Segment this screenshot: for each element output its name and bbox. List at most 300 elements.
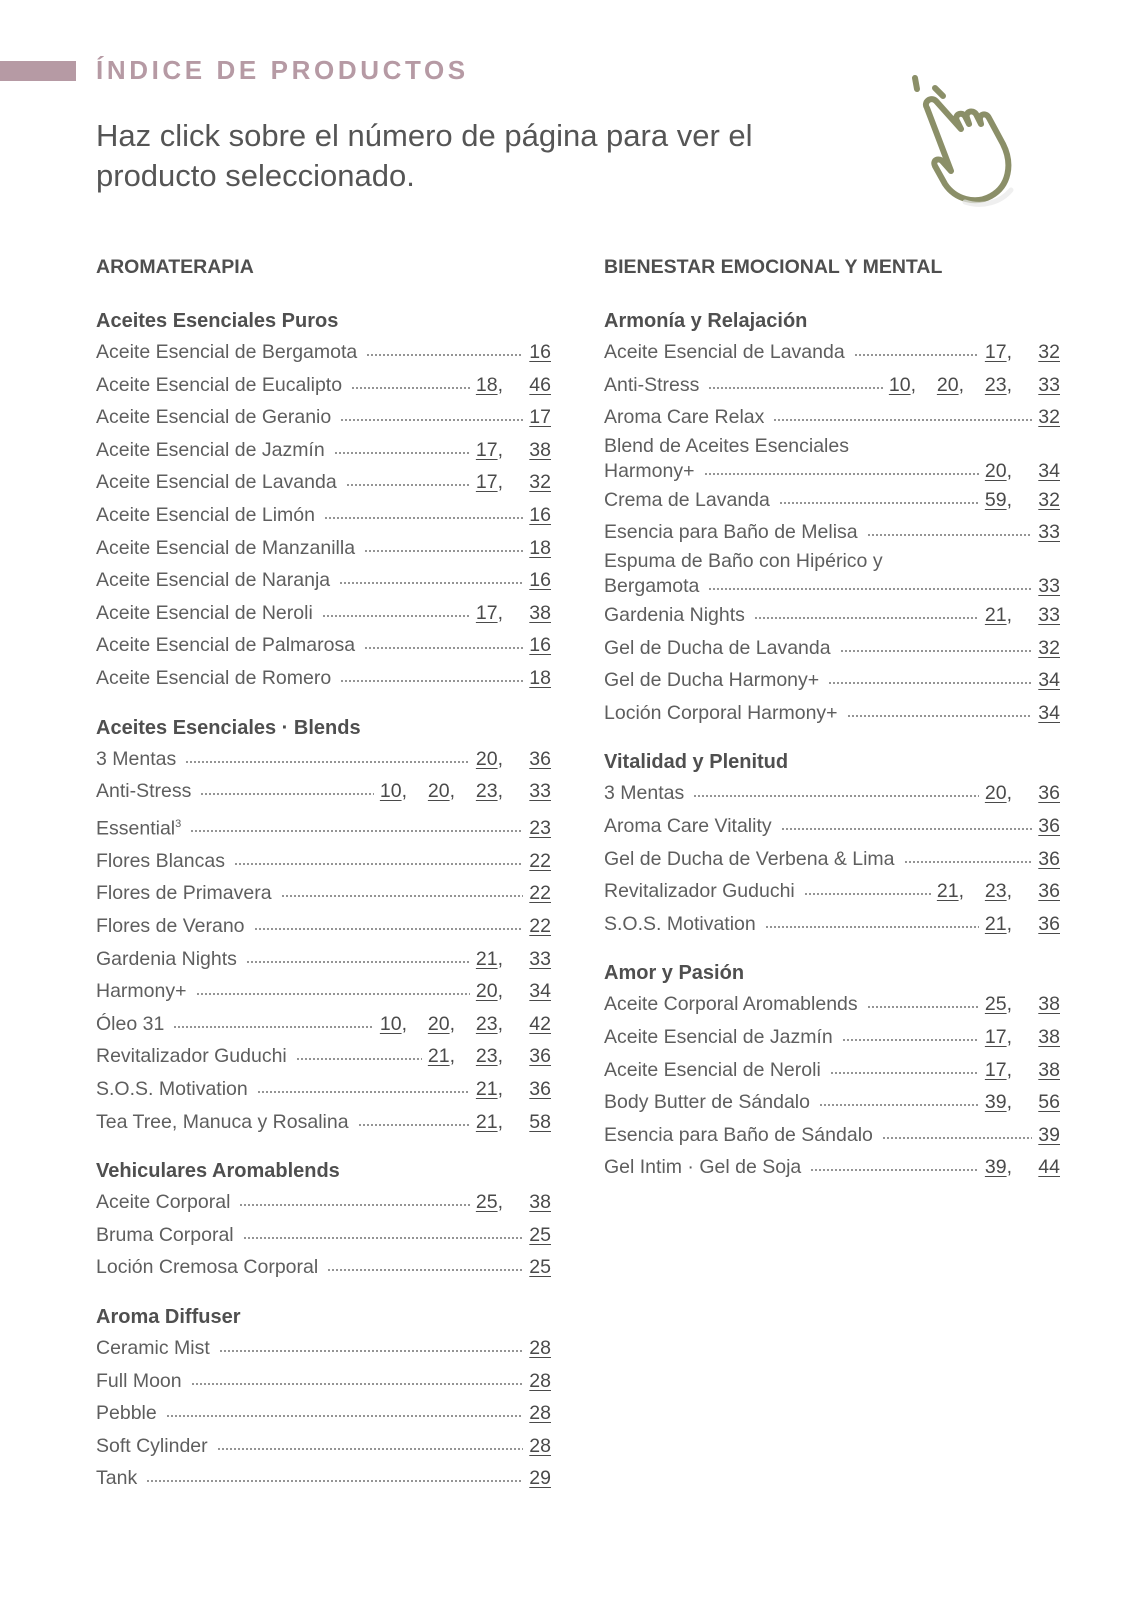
page-separator: , xyxy=(449,780,455,803)
page-links xyxy=(529,1430,551,1463)
page-number xyxy=(503,1106,551,1139)
dot-leader xyxy=(185,761,470,763)
page-number xyxy=(985,1086,1012,1119)
product-name-text: Gel de Ducha de Verbena & Lima xyxy=(604,847,895,870)
page-link[interactable]: 17 xyxy=(984,1025,1007,1048)
index-entry xyxy=(604,1054,1060,1087)
page-number xyxy=(476,743,503,776)
page-separator: , xyxy=(497,947,503,970)
page-link[interactable]: 38 xyxy=(1038,1025,1060,1048)
page-separator: , xyxy=(1006,1091,1012,1114)
page-number xyxy=(380,775,407,808)
page-number xyxy=(964,369,1012,402)
page-links xyxy=(1038,632,1060,665)
page-number xyxy=(1012,1086,1060,1119)
aromaterapia-column xyxy=(96,254,551,1513)
page-number xyxy=(529,336,551,369)
index-entry xyxy=(604,988,1060,1021)
page-separator: , xyxy=(1006,912,1012,935)
index-entry xyxy=(604,1086,1060,1119)
product-name xyxy=(96,1430,208,1463)
page-number xyxy=(1012,336,1060,369)
index-entry xyxy=(96,662,551,695)
product-name-text: Aceite Esencial de Palmarosa xyxy=(96,634,356,657)
product-name xyxy=(96,466,337,499)
hand-pointer-click-icon xyxy=(905,74,1065,209)
page-link[interactable]: 28 xyxy=(529,1434,551,1457)
page-links xyxy=(529,564,551,597)
page-link[interactable]: 36 xyxy=(529,747,551,770)
product-name: Espuma de Baño con Hipérico y xyxy=(604,549,883,572)
page-link[interactable]: 23 xyxy=(475,780,498,803)
product-name xyxy=(604,1151,801,1184)
page-link[interactable]: 17 xyxy=(984,1058,1007,1081)
index-entry xyxy=(604,1119,1060,1152)
page-link[interactable]: 21 xyxy=(475,947,498,970)
page-separator: , xyxy=(958,373,964,396)
page-link[interactable]: 32 xyxy=(1038,341,1060,363)
dot-leader xyxy=(196,993,470,995)
page-separator: , xyxy=(401,780,407,803)
index-entry xyxy=(604,664,1060,697)
page-separator: , xyxy=(1006,993,1012,1016)
product-name xyxy=(96,975,187,1008)
product-name xyxy=(96,910,245,943)
product-name-text: 3 Mentas xyxy=(96,747,177,770)
index-entry xyxy=(96,597,551,630)
page-number xyxy=(985,1054,1012,1087)
page-number xyxy=(1012,459,1060,484)
index-entry xyxy=(604,434,1060,484)
product-name xyxy=(604,810,772,843)
page-link[interactable]: 17 xyxy=(529,406,551,429)
page-separator: , xyxy=(497,601,503,624)
product-name xyxy=(604,1086,810,1119)
page-separator: , xyxy=(497,1110,503,1133)
product-name-text: Harmony+ xyxy=(96,980,187,1003)
product-name-text: Crema de Lavanda xyxy=(604,488,770,511)
page-link[interactable]: 21 xyxy=(984,603,1007,626)
page-link[interactable]: 39 xyxy=(984,1156,1007,1179)
page-link[interactable]: 21 xyxy=(475,1110,498,1133)
page-number xyxy=(1012,369,1060,402)
page-number xyxy=(529,662,551,695)
page-links xyxy=(529,499,551,532)
page-number xyxy=(407,775,455,808)
product-name xyxy=(604,599,745,632)
page-links xyxy=(985,1086,1060,1119)
page-links xyxy=(1038,697,1060,730)
product-name-text: Anti-Stress xyxy=(604,373,700,396)
product-name xyxy=(604,484,770,517)
section-title: Armonía y Relajación xyxy=(604,310,808,332)
index-entry xyxy=(96,532,551,565)
page-number xyxy=(503,369,551,402)
dot-leader xyxy=(322,615,470,617)
page-number xyxy=(529,532,551,565)
page-link[interactable]: 32 xyxy=(1038,488,1060,511)
product-name-text: Aceite Esencial de Lavanda xyxy=(96,471,337,494)
product-name xyxy=(96,1008,164,1041)
page-link[interactable]: 33 xyxy=(529,780,551,803)
page-link[interactable]: 16 xyxy=(529,569,551,592)
page-links xyxy=(529,1332,551,1365)
page-link[interactable]: 38 xyxy=(529,438,551,461)
page-link[interactable]: 39 xyxy=(984,1091,1007,1114)
superscript: 3 xyxy=(175,817,182,830)
index-entry xyxy=(96,336,551,369)
page-separator: , xyxy=(1006,459,1012,482)
index-entry xyxy=(96,1430,551,1463)
product-name-text: Bruma Corporal xyxy=(96,1223,234,1246)
page-links xyxy=(985,1054,1060,1087)
page-links xyxy=(476,943,551,976)
product-name xyxy=(604,1054,821,1087)
dot-leader xyxy=(366,354,523,356)
page-link[interactable]: 33 xyxy=(1038,373,1060,396)
index-entry xyxy=(96,369,551,402)
page-number xyxy=(1038,401,1060,434)
page-link[interactable]: 28 xyxy=(529,1402,551,1425)
page-link[interactable]: 44 xyxy=(1038,1156,1060,1179)
page-separator: , xyxy=(497,980,503,1003)
page-link[interactable]: 10 xyxy=(888,373,911,396)
page-link[interactable]: 16 xyxy=(529,634,551,657)
page-link[interactable]: 22 xyxy=(529,915,551,937)
dot-leader xyxy=(693,795,979,797)
page-link[interactable]: 34 xyxy=(1038,459,1060,482)
page-number xyxy=(529,499,551,532)
page-link[interactable]: 38 xyxy=(529,601,551,624)
product-name-text: Aceite Esencial de Lavanda xyxy=(604,341,845,363)
page-number xyxy=(455,1008,503,1041)
page-link[interactable]: 21 xyxy=(936,880,959,903)
page-link[interactable]: 20 xyxy=(936,373,959,396)
page-links xyxy=(937,875,1060,908)
product-name-text: Flores Blancas xyxy=(96,849,225,872)
product-name-text: Gel de Ducha Harmony+ xyxy=(604,669,820,692)
page-link[interactable]: 38 xyxy=(529,1191,551,1214)
index-entry xyxy=(604,777,1060,810)
product-name xyxy=(96,1251,318,1284)
product-name-text: Aceite Corporal Aromablends xyxy=(604,993,858,1016)
product-name-text: 3 Mentas xyxy=(604,782,685,805)
page-number xyxy=(476,1106,503,1139)
product-name-text: S.O.S. Motivation xyxy=(604,912,756,935)
page-links xyxy=(1038,574,1060,599)
page-separator: , xyxy=(497,1191,503,1214)
product-name xyxy=(96,564,330,597)
index-entry xyxy=(604,697,1060,730)
instruction-text: Haz click sobre el número de página para ver el producto seleccionado. xyxy=(96,118,753,193)
page-link[interactable]: 38 xyxy=(1038,1058,1060,1081)
dot-leader xyxy=(358,1124,470,1126)
index-entry xyxy=(604,1021,1060,1054)
dot-leader xyxy=(708,387,883,389)
page-links xyxy=(1038,843,1060,876)
page-link[interactable]: 16 xyxy=(529,341,551,363)
page-link[interactable]: 33 xyxy=(1038,521,1060,544)
page-link[interactable]: 21 xyxy=(427,1045,450,1068)
page-number xyxy=(529,564,551,597)
dot-leader xyxy=(200,793,374,795)
page-links xyxy=(529,845,551,878)
page-links xyxy=(985,1021,1060,1054)
product-name xyxy=(96,1219,234,1252)
page-link[interactable]: 36 xyxy=(1038,782,1060,805)
page-number xyxy=(529,401,551,434)
page-link[interactable]: 33 xyxy=(529,947,551,970)
section-title: Vitalidad y Plenitud xyxy=(604,751,789,774)
page-link[interactable]: 58 xyxy=(529,1110,551,1133)
product-name-text: Aceite Esencial de Limón xyxy=(96,503,315,526)
page-number xyxy=(476,369,503,402)
page-number xyxy=(476,1073,503,1106)
page-link[interactable]: 22 xyxy=(529,882,551,905)
page-link[interactable]: 23 xyxy=(475,1012,498,1035)
dot-leader xyxy=(246,961,470,963)
page-links xyxy=(476,1073,551,1106)
page-link[interactable]: 25 xyxy=(529,1256,551,1279)
index-entry xyxy=(96,877,551,910)
index-entry xyxy=(96,466,551,499)
page-separator: , xyxy=(497,438,503,461)
page-number xyxy=(503,975,551,1008)
page-link[interactable]: 46 xyxy=(529,373,551,396)
bienestar-column xyxy=(604,254,1060,1202)
category-heading: AROMATERAPIA xyxy=(96,256,254,278)
page-title: ÍNDICE DE PRODUCTOS xyxy=(96,55,469,85)
page-link[interactable]: 34 xyxy=(1038,669,1060,692)
page-separator: , xyxy=(449,1012,455,1035)
product-name-continued: Harmony+ xyxy=(604,459,695,482)
page-link[interactable]: 18 xyxy=(529,666,551,689)
page-link[interactable]: 32 xyxy=(1038,636,1060,659)
page-link[interactable]: 20 xyxy=(475,980,498,1003)
page-link[interactable]: 36 xyxy=(1038,814,1060,837)
page-number xyxy=(1012,599,1060,632)
dot-leader xyxy=(704,473,979,475)
product-name-text: Loción Corporal Harmony+ xyxy=(604,701,838,724)
product-name xyxy=(96,499,315,532)
page-link[interactable]: 33 xyxy=(1038,603,1060,626)
page-links xyxy=(380,1008,551,1041)
page-number xyxy=(380,1008,407,1041)
page-link[interactable]: 22 xyxy=(529,849,551,872)
page-number xyxy=(985,908,1012,941)
page-link[interactable]: 21 xyxy=(475,1077,498,1100)
product-name xyxy=(96,1365,182,1398)
page-number xyxy=(529,910,551,943)
page-link[interactable]: 23 xyxy=(984,880,1007,903)
page-number xyxy=(476,466,503,499)
page-link[interactable]: 32 xyxy=(1038,406,1060,429)
page-links xyxy=(529,910,551,943)
product-name xyxy=(604,336,845,369)
page-links xyxy=(985,777,1060,810)
page-link[interactable]: 36 xyxy=(1038,847,1060,870)
product-name-text: Aceite Corporal xyxy=(96,1191,231,1214)
page-links xyxy=(476,1186,551,1219)
page-links xyxy=(985,908,1060,941)
page-link[interactable]: 16 xyxy=(529,503,551,526)
page-link[interactable]: 32 xyxy=(529,471,551,494)
dot-leader xyxy=(765,926,979,928)
product-name xyxy=(96,743,176,776)
page-number xyxy=(529,1365,551,1398)
index-entry xyxy=(604,484,1060,517)
page-number xyxy=(937,875,964,908)
page-number xyxy=(503,943,551,976)
page-link[interactable]: 18 xyxy=(529,536,551,559)
index-entry xyxy=(604,516,1060,549)
page-link[interactable]: 34 xyxy=(529,980,551,1003)
dot-leader xyxy=(754,617,979,619)
page-link[interactable]: 28 xyxy=(529,1336,551,1359)
product-name xyxy=(96,1397,157,1430)
category-heading: BIENESTAR EMOCIONAL Y MENTAL xyxy=(604,256,943,278)
dot-leader xyxy=(904,861,1033,863)
page-link[interactable]: 38 xyxy=(1038,993,1060,1016)
page-number xyxy=(529,1251,551,1284)
page-link[interactable]: 17 xyxy=(984,341,1007,363)
page-link[interactable]: 36 xyxy=(1038,880,1060,903)
page-link[interactable]: 56 xyxy=(1038,1091,1060,1114)
page-links xyxy=(985,336,1060,369)
page-links xyxy=(476,466,551,499)
page-number xyxy=(964,875,1012,908)
product-name xyxy=(604,908,756,941)
page-number xyxy=(985,1021,1012,1054)
page-link[interactable]: 36 xyxy=(529,1077,551,1100)
product-name xyxy=(604,401,764,434)
page-separator: , xyxy=(1006,603,1012,626)
dot-leader xyxy=(239,1204,469,1206)
page-link[interactable]: 20 xyxy=(427,780,450,803)
page-number xyxy=(476,1186,503,1219)
page-links xyxy=(985,599,1060,632)
page-number xyxy=(476,975,503,1008)
page-link[interactable]: 18 xyxy=(475,373,498,396)
page-link[interactable]: 39 xyxy=(1038,1123,1060,1146)
product-name xyxy=(96,1106,349,1139)
product-name-text: Óleo 31 xyxy=(96,1012,165,1035)
page-links xyxy=(985,484,1060,517)
product-name-text: Gel Intim · Gel de Soja xyxy=(604,1156,802,1179)
dot-leader xyxy=(804,893,931,895)
page-separator: , xyxy=(1006,488,1012,511)
page-separator: , xyxy=(497,1077,503,1100)
page-link[interactable]: 10 xyxy=(379,1012,402,1035)
page-link[interactable]: 23 xyxy=(529,817,551,840)
index-entry xyxy=(96,499,551,532)
index-section xyxy=(604,958,1060,1184)
page-number xyxy=(916,369,964,402)
product-name-text: Aceite Esencial de Romero xyxy=(96,666,332,689)
page-number xyxy=(503,597,551,630)
page-link[interactable]: 17 xyxy=(475,471,498,494)
product-name-text: Tank xyxy=(96,1467,138,1490)
product-name xyxy=(96,662,331,695)
product-name xyxy=(604,664,819,697)
page-link[interactable]: 20 xyxy=(984,459,1007,482)
page-number xyxy=(1038,843,1060,876)
dot-leader xyxy=(281,895,524,897)
page-separator: , xyxy=(497,1045,503,1068)
page-number xyxy=(1012,1021,1060,1054)
product-name xyxy=(604,1119,873,1152)
index-entry xyxy=(604,599,1060,632)
product-name xyxy=(96,845,225,878)
page-link[interactable]: 36 xyxy=(1038,912,1060,935)
index-entry xyxy=(96,564,551,597)
page-link[interactable]: 59 xyxy=(984,488,1007,511)
page-link[interactable]: 17 xyxy=(475,438,498,461)
page-number xyxy=(1038,697,1060,730)
page-number xyxy=(1012,1151,1060,1184)
page-link[interactable]: 25 xyxy=(984,993,1007,1016)
product-name-text: Aceite Esencial de Geranio xyxy=(96,406,332,429)
product-name xyxy=(604,875,795,908)
dot-leader xyxy=(190,830,523,832)
page-link[interactable]: 42 xyxy=(529,1012,551,1035)
product-name-text: Aceite Esencial de Manzanilla xyxy=(96,536,356,559)
page-links xyxy=(476,434,551,467)
page-number xyxy=(529,1462,551,1495)
page-link[interactable]: 23 xyxy=(984,373,1007,396)
dot-leader xyxy=(840,650,1033,652)
page-link[interactable]: 36 xyxy=(529,1045,551,1068)
page-link[interactable]: 34 xyxy=(1038,701,1060,724)
product-name xyxy=(96,1073,248,1106)
product-name xyxy=(96,1186,230,1219)
product-name-text: Aceite Esencial de Neroli xyxy=(96,601,313,624)
page-number xyxy=(1012,875,1060,908)
page-link[interactable]: 20 xyxy=(475,747,498,770)
page-links xyxy=(476,743,551,776)
page-links xyxy=(476,975,551,1008)
page-link[interactable]: 23 xyxy=(475,1045,498,1068)
dot-leader xyxy=(779,502,979,504)
page-link[interactable]: 20 xyxy=(427,1012,450,1035)
page-link[interactable]: 20 xyxy=(984,782,1007,805)
page-link[interactable]: 25 xyxy=(475,1191,498,1214)
page-number xyxy=(985,1151,1012,1184)
page-link[interactable]: 10 xyxy=(379,780,402,803)
page-links xyxy=(529,401,551,434)
page-link[interactable]: 25 xyxy=(529,1223,551,1246)
index-entry xyxy=(96,910,551,943)
index-entry xyxy=(604,908,1060,941)
page-link[interactable]: 28 xyxy=(529,1369,551,1392)
page-links xyxy=(476,1106,551,1139)
index-entry xyxy=(96,808,551,845)
product-name-text: Aroma Care Vitality xyxy=(604,814,772,837)
page-link[interactable]: 29 xyxy=(529,1467,551,1490)
page-number xyxy=(529,1332,551,1365)
section-title: Aceites Esenciales · Blends xyxy=(96,716,361,739)
page-link[interactable]: 17 xyxy=(475,601,498,624)
product-name xyxy=(96,1462,137,1495)
title-accent-bar xyxy=(0,61,76,81)
page-links xyxy=(985,1151,1060,1184)
page-link[interactable]: 21 xyxy=(984,912,1007,935)
page-link[interactable]: 33 xyxy=(1038,574,1060,597)
page-number xyxy=(503,743,551,776)
product-name-text: Gardenia Nights xyxy=(96,947,237,970)
page-number xyxy=(1038,632,1060,665)
page-separator: , xyxy=(1006,782,1012,805)
